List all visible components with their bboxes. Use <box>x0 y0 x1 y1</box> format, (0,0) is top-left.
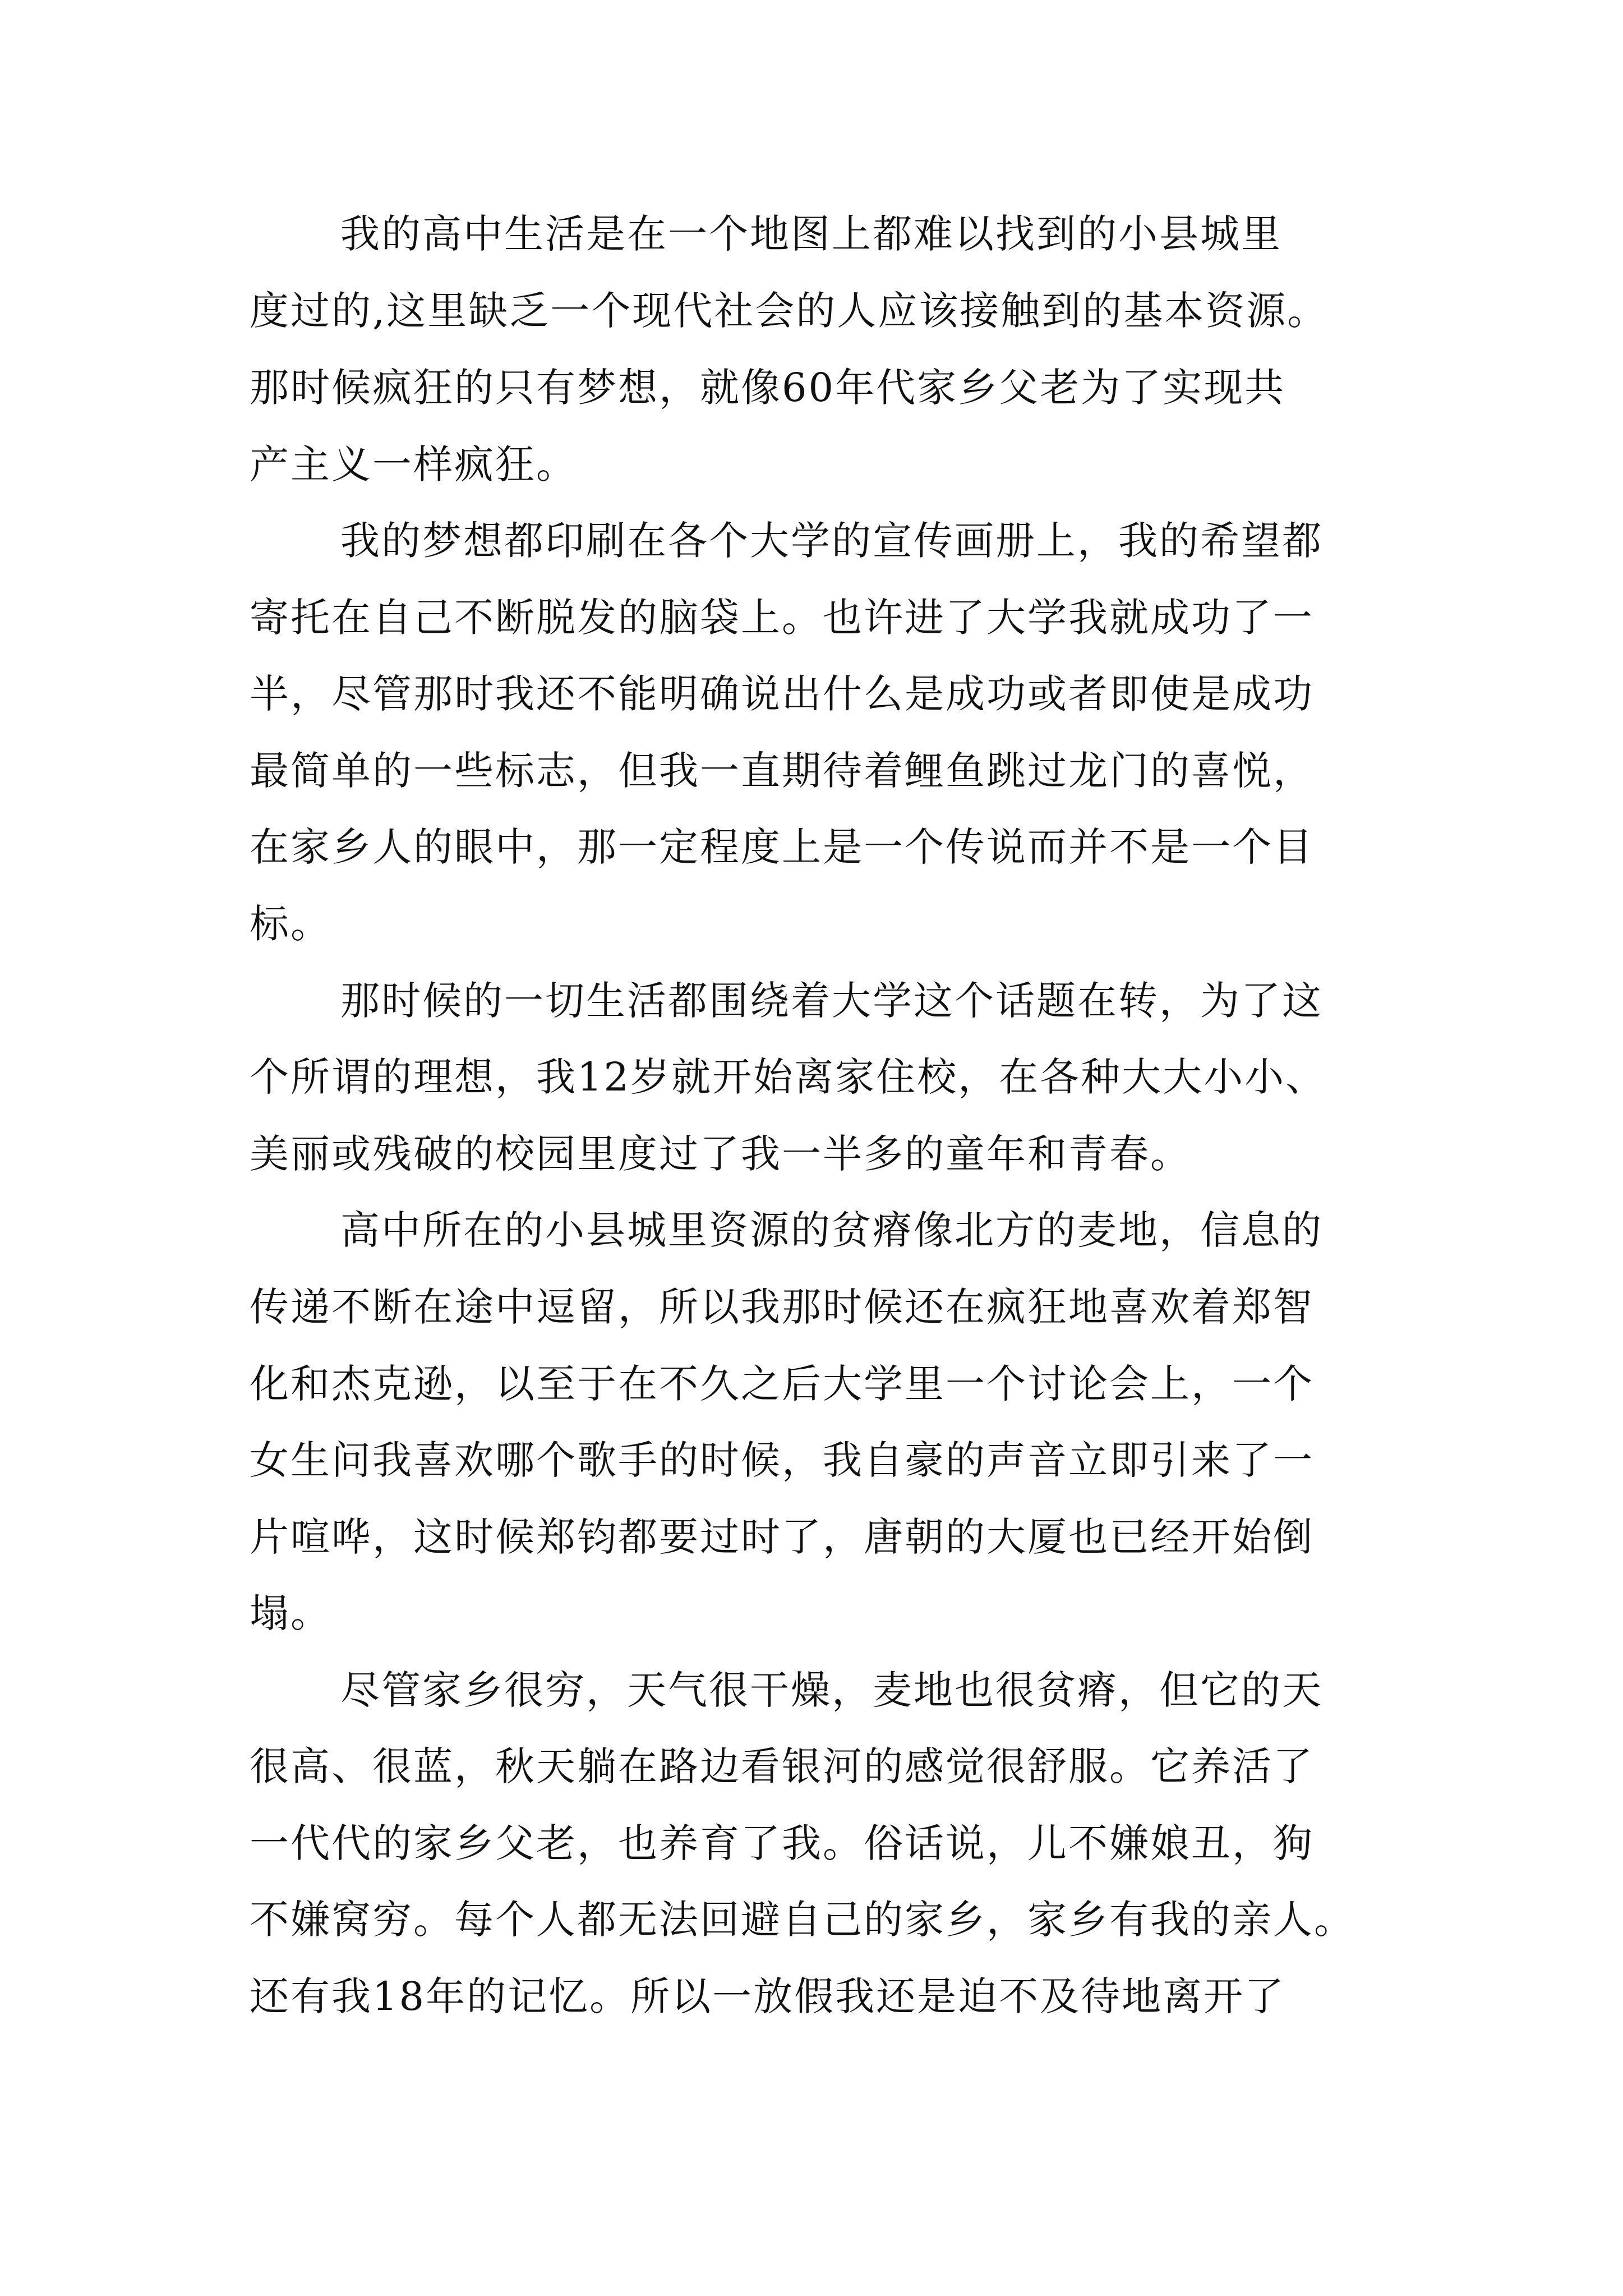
paragraph-1-line-2: 度过的,这里缺乏一个现代社会的人应该接触到的基本资源。 <box>250 288 1329 334</box>
paragraph-3-line-3: 美丽或残破的校园里度过了我一半多的童年和青春。 <box>250 1131 1191 1177</box>
paragraph-1-line-3: 那时候疯狂的只有梦想，就像60年代家乡父老为了实现共 <box>250 365 1286 411</box>
paragraph-3-line-1: 那时候的一切生活都围绕着大学这个话题在转，为了这 <box>340 978 1323 1024</box>
paragraph-3-line-2: 个所谓的理想，我12岁就开始离家住校，在各种大大小小、 <box>250 1054 1327 1100</box>
paragraph-5-line-3: 一代代的家乡父老，也养育了我。俗话说，儿不嫌娘丑，狗 <box>250 1820 1314 1866</box>
paragraph-2-line-4: 最简单的一些标志，但我一直期待着鲤鱼跳过龙门的喜悦， <box>250 748 1314 794</box>
paragraph-4-line-1: 高中所在的小县城里资源的贫瘠像北方的麦地，信息的 <box>340 1207 1323 1253</box>
paragraph-4-line-4: 女生问我喜欢哪个歌手的时候，我自豪的声音立即引来了一 <box>250 1437 1314 1483</box>
paragraph-5-line-2: 很高、很蓝，秋天躺在路边看银河的感觉很舒服。它养活了 <box>250 1743 1314 1789</box>
paragraph-2-line-6: 标。 <box>250 901 331 947</box>
paragraph-5-line-5: 还有我18年的记忆。所以一放假我还是迫不及待地离开了 <box>250 1973 1286 2019</box>
paragraph-5-line-4: 不嫌窝穷。每个人都无法回避自己的家乡，家乡有我的亲人。 <box>250 1897 1355 1943</box>
paragraph-2-line-2: 寄托在自己不断脱发的脑袋上。也许进了大学我就成功了一 <box>250 595 1314 641</box>
paragraph-4-line-2: 传递不断在途中逗留，所以我那时候还在疯狂地喜欢着郑智 <box>250 1284 1314 1330</box>
paragraph-4-line-3: 化和杰克逊，以至于在不久之后大学里一个讨论会上，一个 <box>250 1361 1314 1407</box>
paragraph-5-line-1: 尽管家乡很穷，天气很干燥，麦地也很贫瘠，但它的天 <box>340 1667 1323 1713</box>
paragraph-2-line-5: 在家乡人的眼中，那一定程度上是一个传说而并不是一个目 <box>250 824 1314 870</box>
paragraph-1-line-1: 我的高中生活是在一个地图上都难以找到的小县城里 <box>340 211 1282 257</box>
paragraph-2-line-1: 我的梦想都印刷在各个大学的宣传画册上，我的希望都 <box>340 518 1323 564</box>
paragraph-1-line-4: 产主义一样疯狂。 <box>250 441 577 487</box>
paragraph-4-line-5: 片喧哗，这时候郑钧都要过时了，唐朝的大厦也已经开始倒 <box>250 1514 1314 1560</box>
paragraph-2-line-3: 半，尽管那时我还不能明确说出什么是成功或者即使是成功 <box>250 671 1314 717</box>
paragraph-4-line-6: 塌。 <box>250 1590 331 1636</box>
